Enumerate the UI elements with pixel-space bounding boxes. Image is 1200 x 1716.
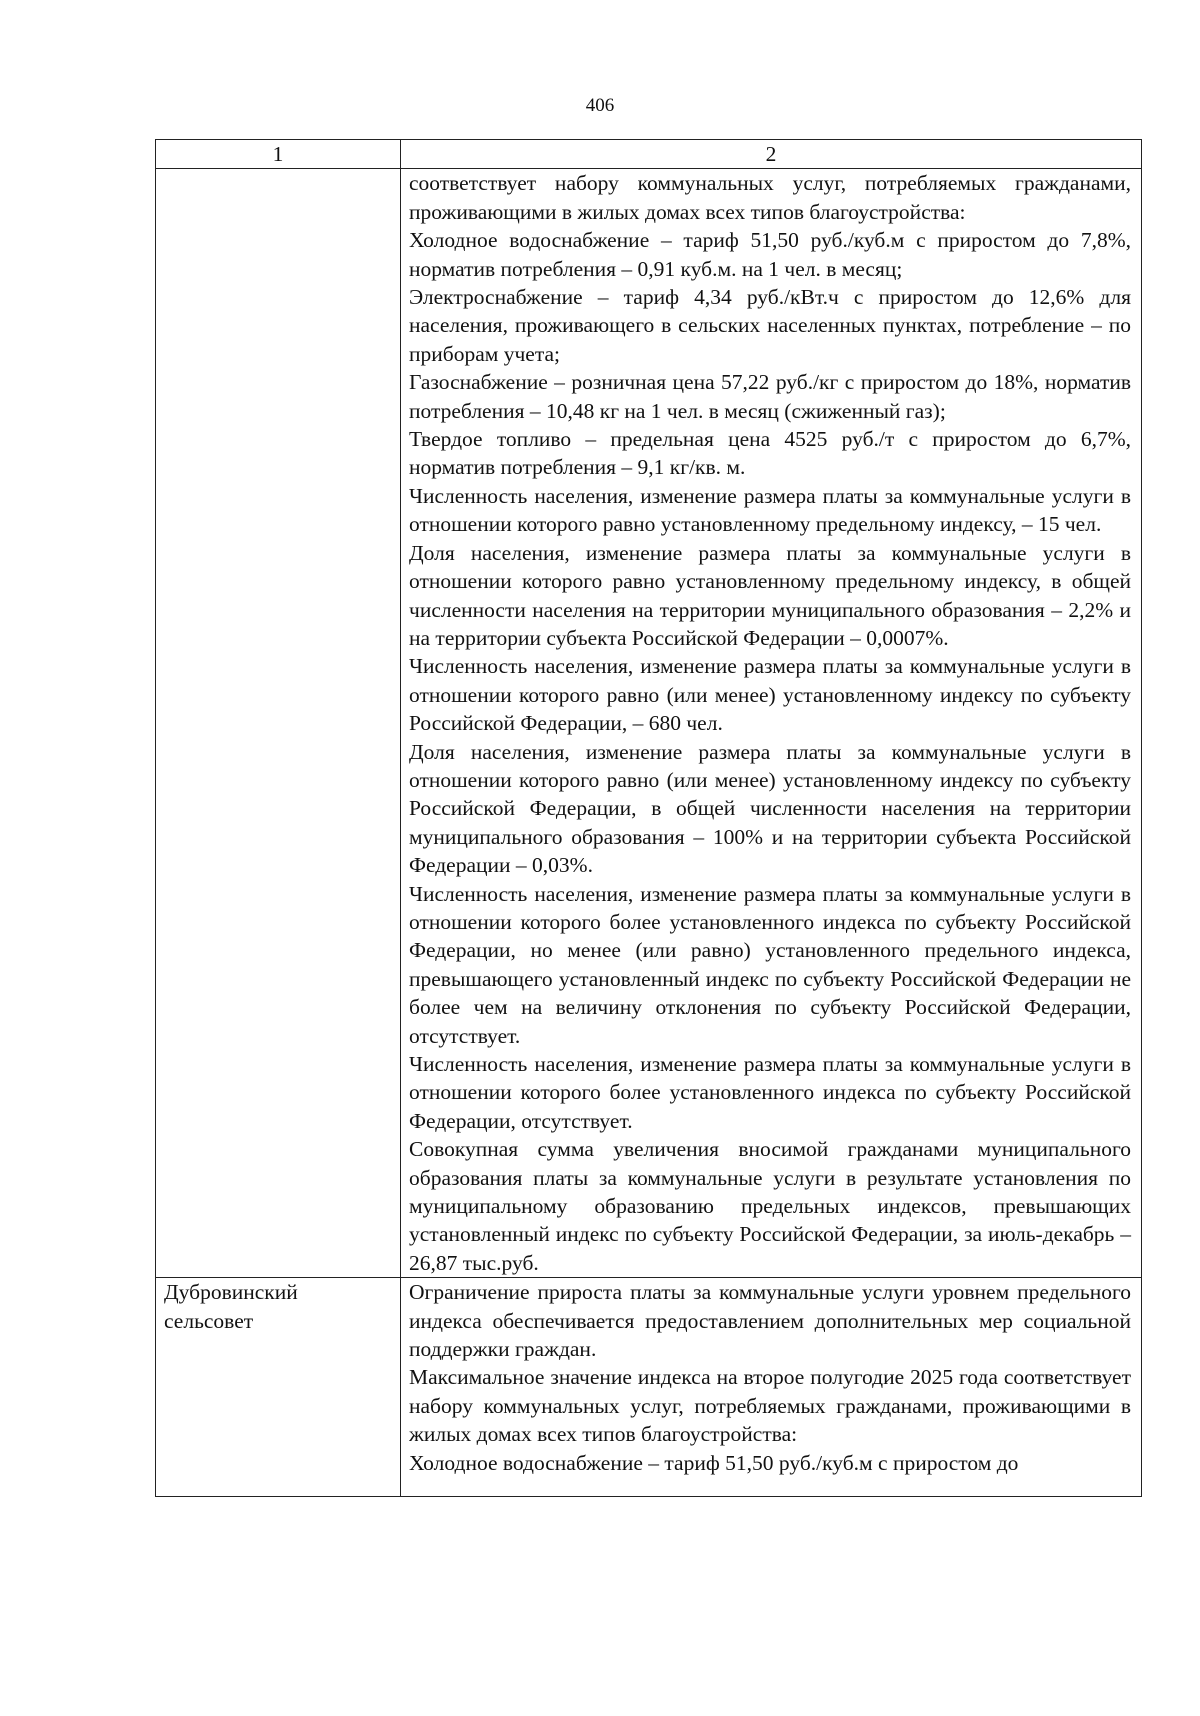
paragraph: Электроснабжение – тариф 4,34 руб./кВт.ч с приростом до 12,6% для населения, проживающего в сельских населенных пунктах, потребление – по приборам учета;	[409, 285, 1131, 366]
paragraph: Доля населения, изменение размера платы за коммунальные услуги в отношении которого равно (или менее) установленному индексу по субъекту Российской Федерации, в общей численности населения на территории муниципального образования – 100% и на территории субъекта Российской Федерации – 0,03%.	[409, 739, 1131, 878]
paragraph: соответствует набору коммунальных услуг, потребляемых гражданами, проживающими в жилых домах всех типов благоустройства:	[409, 171, 1131, 224]
paragraph: Холодное водоснабжение – тариф 51,50 руб./куб.м с приростом до	[409, 1450, 1019, 1475]
paragraph: Численность населения, изменение размера платы за коммунальные услуги в отношении которого равно (или менее) установленному индексу по субъекту Российской Федерации, – 680 чел.	[409, 654, 1131, 736]
municipality-name-cell: Дубровинский сельсовет	[156, 1278, 401, 1497]
page-number: 406	[585, 95, 615, 116]
column-header-1: 1	[156, 140, 401, 169]
paragraph: Газоснабжение – розничная цена 57,22 руб./кг с приростом до 18%, норматив потребления – 10,48 кг на 1 чел. в месяц (сжиженный газ);	[409, 370, 1131, 423]
description-cell	[401, 169, 1142, 1278]
paragraph: Численность населения, изменение размера платы за коммунальные услуги в отношении которого более установленного индекса по субъекту Российской Федерации, отсутствует.	[409, 1052, 1131, 1133]
table-row	[156, 169, 1142, 1278]
paragraph: Доля населения, изменение размера платы за коммунальные услуги в отношении которого равно установленному предельному индексу, в общей численности населения на территории муниципального образования – 2,2% и на территории субъекта Российской Федерации – 0,0007%.	[409, 540, 1131, 650]
municipality-name-cell	[156, 169, 401, 1278]
paragraph: Совокупная сумма увеличения вносимой гражданами муниципального образования платы за коммунальные услуги в результате установления по муниципальному образованию предельных индексов, превышающих установленный индекс по субъекту Российской Федерации, за июль-декабрь – 26,87 тыс.руб.	[409, 1137, 1131, 1275]
paragraph: Максимальное значение индекса на второе полугодие 2025 года соответствует набору коммунальных услуг, потребляемых гражданами, проживающими в жилых домах всех типов благоустройства:	[409, 1365, 1131, 1447]
description-cell-content	[409, 1278, 1131, 1496]
paragraph: Численность населения, изменение размера платы за коммунальные услуги в отношении которого равно установленному предельному индексу, – 15 чел.	[409, 483, 1131, 537]
data-table	[155, 139, 1142, 1497]
paragraph: Холодное водоснабжение – тариф 51,50 руб./куб.м с приростом до 7,8%, норматив потребления – 0,91 куб.м. на 1 чел. в месяц;	[409, 228, 1131, 281]
column-header-2: 2	[401, 140, 1142, 169]
paragraph: Численность населения, изменение размера платы за коммунальные услуги в отношении которого более установленного индекса по субъекту Российской Федерации, но менее (или равно) установленного предельного индекса, превышающего установленный индекс по субъекту Российской Федерации не более чем на величину отклонения по субъекту Российской Федерации, отсутствует.	[409, 881, 1131, 1048]
paragraph: Ограничение прироста платы за коммунальные услуги уровнем предельного индекса обеспечивается предоставлением дополнительных мер социальной поддержки граждан.	[409, 1280, 1131, 1362]
table-row	[156, 1278, 1142, 1497]
paragraph: Твердое топливо – предельная цена 4525 руб./т с приростом до 6,7%, норматив потребления – 9,1 кг/кв. м.	[409, 427, 1131, 480]
description-cell	[401, 1278, 1142, 1497]
table-header-row	[156, 140, 1142, 169]
